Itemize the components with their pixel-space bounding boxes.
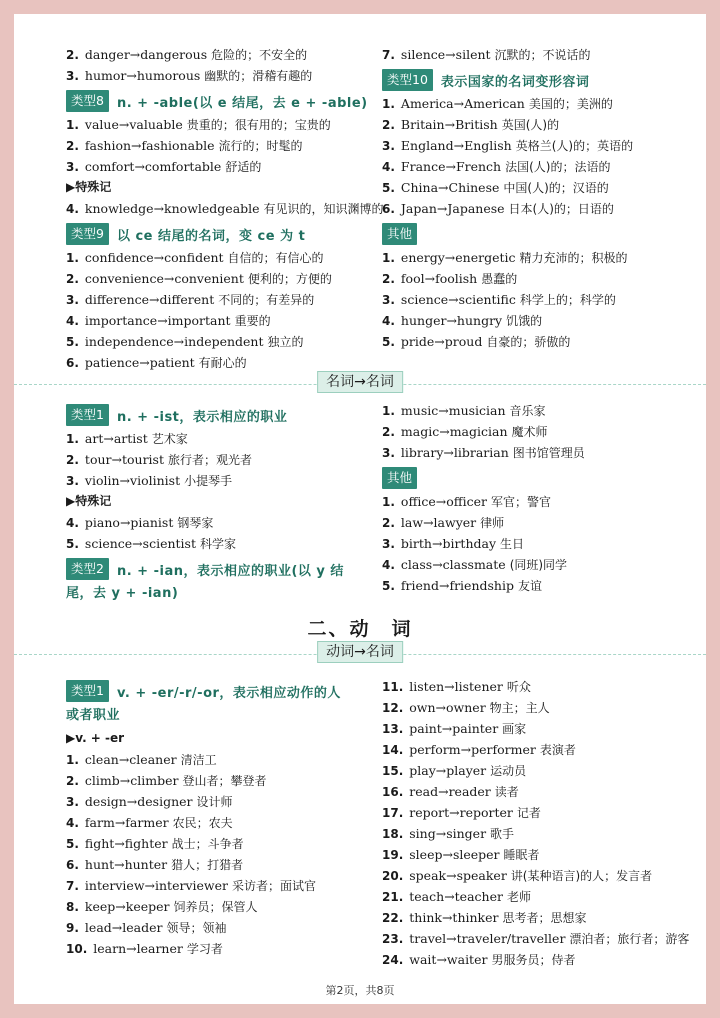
chinese-meaning: 日本(人)的；日语的 xyxy=(508,202,614,216)
list-item xyxy=(66,331,376,352)
word-transformation: wait→waiter xyxy=(409,952,488,967)
list-item xyxy=(382,247,686,268)
word-transformation: humor→humorous xyxy=(84,68,201,83)
list-item xyxy=(382,491,686,512)
section-title-verbs: 二、动 词 xyxy=(307,618,413,640)
category-header xyxy=(382,67,686,93)
item-number: 3. xyxy=(382,139,395,153)
item-number: 1. xyxy=(66,251,79,265)
list-item xyxy=(66,749,376,770)
word-transformation: Japan→Japanese xyxy=(400,201,505,216)
section-adjective-continued xyxy=(66,44,686,373)
list-item xyxy=(382,156,686,177)
list-item xyxy=(66,512,376,533)
chinese-meaning: 饥饿的 xyxy=(506,314,543,328)
word-transformation: interview→interviewer xyxy=(84,878,228,893)
chinese-meaning: 精力充沛的；积极的 xyxy=(519,251,628,265)
item-number: 5. xyxy=(66,335,79,349)
word-transformation: think→thinker xyxy=(409,910,499,925)
category-title-continued: 尾，去 y + -ian) xyxy=(66,586,179,601)
chinese-meaning: 律师 xyxy=(480,516,505,530)
item-number: 2. xyxy=(66,774,79,788)
item-number: 22. xyxy=(382,911,404,925)
list-item xyxy=(66,938,376,959)
category-header xyxy=(66,221,376,247)
list-item xyxy=(382,135,686,156)
list-item xyxy=(382,928,690,949)
chinese-meaning: 听众 xyxy=(506,680,531,694)
chinese-meaning: 设计师 xyxy=(196,795,233,809)
chinese-meaning: 不同的；有差异的 xyxy=(218,293,315,307)
word-transformation: Britain→British xyxy=(400,117,498,132)
chinese-meaning: 战士；斗争者 xyxy=(171,837,244,851)
word-transformation: hunt→hunter xyxy=(84,857,168,872)
item-number: 6. xyxy=(66,858,79,872)
item-number: 23. xyxy=(382,932,404,946)
list-item xyxy=(382,400,686,421)
list-item xyxy=(382,575,686,596)
list-item xyxy=(382,781,686,802)
item-number: 4. xyxy=(382,160,395,174)
right-column xyxy=(376,44,686,373)
item-number: 3. xyxy=(66,293,79,307)
word-transformation: report→reporter xyxy=(409,805,513,820)
item-number: 2. xyxy=(382,118,395,132)
word-transformation: importance→important xyxy=(84,313,231,328)
right-column xyxy=(376,400,686,606)
item-number: 24. xyxy=(382,953,404,967)
item-number: 2. xyxy=(382,425,395,439)
word-transformation: comfort→comfortable xyxy=(84,159,222,174)
word-transformation: play→player xyxy=(409,763,487,778)
item-number: 2. xyxy=(66,139,79,153)
chinese-meaning: 农民；农夫 xyxy=(172,816,233,830)
word-transformation: independence→independent xyxy=(84,334,264,349)
right-column xyxy=(376,676,690,970)
item-number: 20. xyxy=(382,869,404,883)
word-transformation: pride→proud xyxy=(400,334,483,349)
special-note: ▶v. + -er xyxy=(66,731,125,745)
chinese-meaning: 登山者；攀登者 xyxy=(182,774,267,788)
word-transformation: art→artist xyxy=(84,431,148,446)
chinese-meaning: 有见识的，知识渊博的 xyxy=(263,202,384,216)
chinese-meaning: 猎人；打猎者 xyxy=(171,858,244,872)
item-number: 2. xyxy=(382,272,395,286)
item-number: 15. xyxy=(382,764,404,778)
word-transformation: fashion→fashionable xyxy=(84,138,215,153)
list-item xyxy=(382,331,686,352)
chinese-meaning: 科学家 xyxy=(199,537,236,551)
chinese-meaning: 物主；主人 xyxy=(489,701,550,715)
chinese-meaning: 流行的；时髦的 xyxy=(218,139,303,153)
chinese-meaning: 独立的 xyxy=(267,335,304,349)
word-transformation: sleep→sleeper xyxy=(409,847,500,862)
list-item xyxy=(66,428,376,449)
list-item xyxy=(382,114,686,135)
item-number: 6. xyxy=(382,202,395,216)
item-number: 4. xyxy=(66,202,79,216)
item-number: 2. xyxy=(66,48,79,62)
chinese-meaning: 画家 xyxy=(502,722,527,736)
category-tag: 类型1 xyxy=(66,680,109,702)
list-item xyxy=(382,198,686,219)
list-item xyxy=(66,289,376,310)
left-column xyxy=(66,400,376,606)
list-item xyxy=(66,198,384,219)
category-tag: 类型9 xyxy=(66,223,109,245)
word-transformation: energy→energetic xyxy=(400,250,516,265)
chinese-meaning: 旅行者；观光者 xyxy=(167,453,252,467)
chinese-meaning: 运动员 xyxy=(490,764,527,778)
category-tag: 其他 xyxy=(382,467,417,489)
category-title: 表示国家的名词变形容词 xyxy=(440,74,590,90)
list-item xyxy=(382,718,686,739)
category-header xyxy=(66,556,376,582)
chinese-meaning: 舒适的 xyxy=(225,160,262,174)
word-transformation: birth→birthday xyxy=(400,536,497,551)
word-transformation: law→lawyer xyxy=(400,515,477,530)
word-transformation: design→designer xyxy=(84,794,193,809)
item-number: 13. xyxy=(382,722,404,736)
word-transformation: science→scientist xyxy=(84,536,196,551)
chinese-meaning: 饲养员；保管人 xyxy=(173,900,258,914)
item-number: 7. xyxy=(382,48,395,62)
list-item xyxy=(382,268,686,289)
list-item xyxy=(66,268,376,289)
list-item xyxy=(66,470,376,491)
item-number: 4. xyxy=(382,314,395,328)
item-number: 11. xyxy=(382,680,404,694)
item-number: 1. xyxy=(382,97,395,111)
chinese-meaning: 思考者；思想家 xyxy=(502,911,587,925)
category-tag: 类型1 xyxy=(66,404,109,426)
category-header xyxy=(382,465,686,491)
category-title: n. + -ist，表示相应的职业 xyxy=(116,409,288,425)
item-number: 1. xyxy=(66,432,79,446)
word-transformation: own→owner xyxy=(409,700,486,715)
list-item xyxy=(382,421,686,442)
word-transformation: confidence→confident xyxy=(84,250,224,265)
category-tag: 其他 xyxy=(382,223,417,245)
category-tag: 类型8 xyxy=(66,90,109,112)
chinese-meaning: 军官；警官 xyxy=(490,495,551,509)
chinese-meaning: 领导；领袖 xyxy=(166,921,227,935)
chinese-meaning: 自信的；有信心的 xyxy=(227,251,324,265)
word-transformation: tour→tourist xyxy=(84,452,164,467)
list-item xyxy=(382,949,686,970)
chinese-meaning: 睡眠者 xyxy=(503,848,540,862)
word-transformation: speak→speaker xyxy=(409,868,507,883)
document-page xyxy=(14,14,706,1004)
list-item xyxy=(66,156,376,177)
item-number: 17. xyxy=(382,806,404,820)
item-number: 10. xyxy=(66,942,88,956)
item-number: 5. xyxy=(66,837,79,851)
list-item xyxy=(66,352,376,373)
word-transformation: climb→climber xyxy=(84,773,179,788)
category-tag: 类型10 xyxy=(382,69,433,91)
word-transformation: China→Chinese xyxy=(400,180,500,195)
item-number: 8. xyxy=(66,900,79,914)
item-number: 5. xyxy=(382,181,395,195)
left-column xyxy=(66,676,376,970)
list-item xyxy=(382,844,686,865)
list-item xyxy=(382,44,686,65)
list-item xyxy=(382,289,686,310)
word-transformation: keep→keeper xyxy=(84,899,170,914)
word-transformation: sing→singer xyxy=(409,826,487,841)
item-number: 2. xyxy=(382,516,395,530)
item-number: 6. xyxy=(66,356,79,370)
category-title: v. + -er/-r/-or，表示相应动作的人 xyxy=(116,685,341,701)
word-transformation: perform→performer xyxy=(409,742,536,757)
word-transformation: convenience→convenient xyxy=(84,271,244,286)
list-item xyxy=(66,65,376,86)
list-item xyxy=(66,44,376,65)
word-transformation: learn→learner xyxy=(93,941,183,956)
word-transformation: clean→cleaner xyxy=(84,752,177,767)
list-item xyxy=(382,676,686,697)
banner-verb-to-noun: 动词→名词 xyxy=(317,641,403,663)
word-transformation: difference→different xyxy=(84,292,215,307)
item-number: 5. xyxy=(66,537,79,551)
word-transformation: knowledge→knowledgeable xyxy=(84,201,260,216)
item-number: 4. xyxy=(66,516,79,530)
item-number: 1. xyxy=(382,251,395,265)
chinese-meaning: 法国(人)的；法语的 xyxy=(505,160,611,174)
item-number: 2. xyxy=(66,272,79,286)
word-transformation: silence→silent xyxy=(400,47,491,62)
chinese-meaning: 讲(某种语言)的人；发言者 xyxy=(510,869,653,883)
list-item xyxy=(382,802,686,823)
item-number: 3. xyxy=(382,293,395,307)
list-item xyxy=(66,854,376,875)
item-number: 1. xyxy=(66,753,79,767)
word-transformation: piano→pianist xyxy=(84,515,174,530)
chinese-meaning: 男服务员；侍者 xyxy=(491,953,576,967)
item-number: 18. xyxy=(382,827,404,841)
list-item xyxy=(382,907,686,928)
category-tag: 类型2 xyxy=(66,558,109,580)
chinese-meaning: 友谊 xyxy=(517,579,542,593)
word-transformation: friend→friendship xyxy=(400,578,514,593)
chinese-meaning: 小提琴手 xyxy=(184,474,233,488)
list-item xyxy=(382,310,686,331)
special-note: ▶特殊记 xyxy=(66,494,112,508)
item-number: 5. xyxy=(382,579,395,593)
word-transformation: paint→painter xyxy=(409,721,499,736)
item-number: 3. xyxy=(66,795,79,809)
item-number: 3. xyxy=(66,474,79,488)
word-transformation: France→French xyxy=(400,159,502,174)
list-item xyxy=(382,93,686,114)
chinese-meaning: 英格兰(人)的；英语的 xyxy=(515,139,634,153)
chinese-meaning: 图书馆管理员 xyxy=(512,446,585,460)
item-number: 3. xyxy=(66,69,79,83)
list-item xyxy=(382,865,686,886)
word-transformation: teach→teacher xyxy=(409,889,503,904)
word-transformation: music→musician xyxy=(400,403,506,418)
list-item xyxy=(66,812,376,833)
list-item xyxy=(66,533,376,554)
item-number: 4. xyxy=(66,816,79,830)
chinese-meaning: 美国的；美洲的 xyxy=(528,97,613,111)
list-item xyxy=(382,442,686,463)
chinese-meaning: 贵重的；很有用的；宝贵的 xyxy=(186,118,331,132)
chinese-meaning: (同班)同学 xyxy=(509,558,568,572)
list-item xyxy=(382,760,686,781)
chinese-meaning: 自豪的；骄傲的 xyxy=(486,335,571,349)
chinese-meaning: 音乐家 xyxy=(509,404,546,418)
list-item xyxy=(66,114,376,135)
chinese-meaning: 沉默的；不说话的 xyxy=(494,48,591,62)
section-noun-to-noun xyxy=(66,400,686,606)
category-header xyxy=(66,402,376,428)
chinese-meaning: 老师 xyxy=(506,890,531,904)
word-transformation: hunger→hungry xyxy=(400,313,503,328)
list-item xyxy=(382,739,686,760)
list-item xyxy=(66,449,376,470)
chinese-meaning: 采访者；面试官 xyxy=(231,879,316,893)
item-number: 12. xyxy=(382,701,404,715)
category-header xyxy=(66,88,376,114)
special-note: ▶特殊记 xyxy=(66,180,112,194)
chinese-meaning: 幽默的；滑稽有趣的 xyxy=(204,69,313,83)
chinese-meaning: 英国(人)的 xyxy=(501,118,560,132)
list-item xyxy=(382,177,686,198)
list-item xyxy=(66,770,376,791)
word-transformation: fool→foolish xyxy=(400,271,478,286)
left-column xyxy=(66,44,384,373)
word-transformation: value→valuable xyxy=(84,117,183,132)
chinese-meaning: 表演者 xyxy=(539,743,576,757)
item-number: 7. xyxy=(66,879,79,893)
chinese-meaning: 记者 xyxy=(516,806,541,820)
word-transformation: magic→magician xyxy=(400,424,508,439)
list-item xyxy=(66,135,376,156)
chinese-meaning: 生日 xyxy=(500,537,525,551)
word-transformation: violin→violinist xyxy=(84,473,181,488)
item-number: 1. xyxy=(66,118,79,132)
list-item xyxy=(66,310,376,331)
category-title: 以 ce 结尾的名词，变 ce 为 t xyxy=(116,228,306,244)
word-transformation: patience→patient xyxy=(84,355,195,370)
item-number: 19. xyxy=(382,848,404,862)
chinese-meaning: 钢琴家 xyxy=(177,516,214,530)
item-number: 14. xyxy=(382,743,404,757)
list-item xyxy=(66,875,376,896)
item-number: 4. xyxy=(66,314,79,328)
word-transformation: America→American xyxy=(400,96,525,111)
chinese-meaning: 危险的；不安全的 xyxy=(211,48,308,62)
word-transformation: office→officer xyxy=(400,494,487,509)
list-item xyxy=(66,917,376,938)
chinese-meaning: 歌手 xyxy=(490,827,515,841)
chinese-meaning: 艺术家 xyxy=(151,432,188,446)
chinese-meaning: 清洁工 xyxy=(180,753,217,767)
list-item xyxy=(66,833,376,854)
banner-noun-to-noun: 名词→名词 xyxy=(317,371,403,393)
chinese-meaning: 有耐心的 xyxy=(198,356,247,370)
chinese-meaning: 愚蠢的 xyxy=(481,272,518,286)
item-number: 2. xyxy=(66,453,79,467)
list-item xyxy=(66,247,376,268)
word-transformation: lead→leader xyxy=(84,920,163,935)
list-item xyxy=(382,512,686,533)
word-transformation: class→classmate xyxy=(400,557,506,572)
word-transformation: listen→listener xyxy=(409,679,503,694)
word-transformation: science→scientific xyxy=(400,292,516,307)
category-header xyxy=(66,678,376,704)
item-number: 16. xyxy=(382,785,404,799)
chinese-meaning: 魔术师 xyxy=(511,425,548,439)
chinese-meaning: 漂泊者；旅行者；游客 xyxy=(569,932,690,946)
list-item xyxy=(66,896,376,917)
list-item xyxy=(382,697,686,718)
category-title-continued: 或者职业 xyxy=(66,708,121,723)
chinese-meaning: 中国(人)的；汉语的 xyxy=(503,181,609,195)
word-transformation: England→English xyxy=(400,138,512,153)
word-transformation: fight→fighter xyxy=(84,836,168,851)
category-header xyxy=(382,221,686,247)
word-transformation: danger→dangerous xyxy=(84,47,208,62)
category-title: n. + -able(以 e 结尾，去 e + -able) xyxy=(116,95,368,111)
list-item xyxy=(382,533,686,554)
list-item xyxy=(382,886,686,907)
word-transformation: travel→traveler/traveller xyxy=(409,931,566,946)
chinese-meaning: 重要的 xyxy=(234,314,271,328)
item-number: 3. xyxy=(382,537,395,551)
chinese-meaning: 科学上的；科学的 xyxy=(519,293,616,307)
chinese-meaning: 学习者 xyxy=(186,942,223,956)
list-item xyxy=(66,791,376,812)
item-number: 21. xyxy=(382,890,404,904)
list-item xyxy=(382,823,686,844)
item-number: 3. xyxy=(66,160,79,174)
word-transformation: read→reader xyxy=(409,784,491,799)
chinese-meaning: 便利的；方便的 xyxy=(247,272,332,286)
chinese-meaning: 读者 xyxy=(494,785,519,799)
word-transformation: library→librarian xyxy=(400,445,509,460)
list-item xyxy=(382,554,686,575)
item-number: 9. xyxy=(66,921,79,935)
item-number: 4. xyxy=(382,558,395,572)
item-number: 3. xyxy=(382,446,395,460)
page-footer: 第2页，共8页 xyxy=(325,984,395,997)
item-number: 1. xyxy=(382,404,395,418)
item-number: 5. xyxy=(382,335,395,349)
category-title: n. + -ian，表示相应的职业(以 y 结 xyxy=(116,563,344,579)
word-transformation: farm→farmer xyxy=(84,815,169,830)
section-verb-to-noun xyxy=(66,676,690,970)
item-number: 1. xyxy=(382,495,395,509)
